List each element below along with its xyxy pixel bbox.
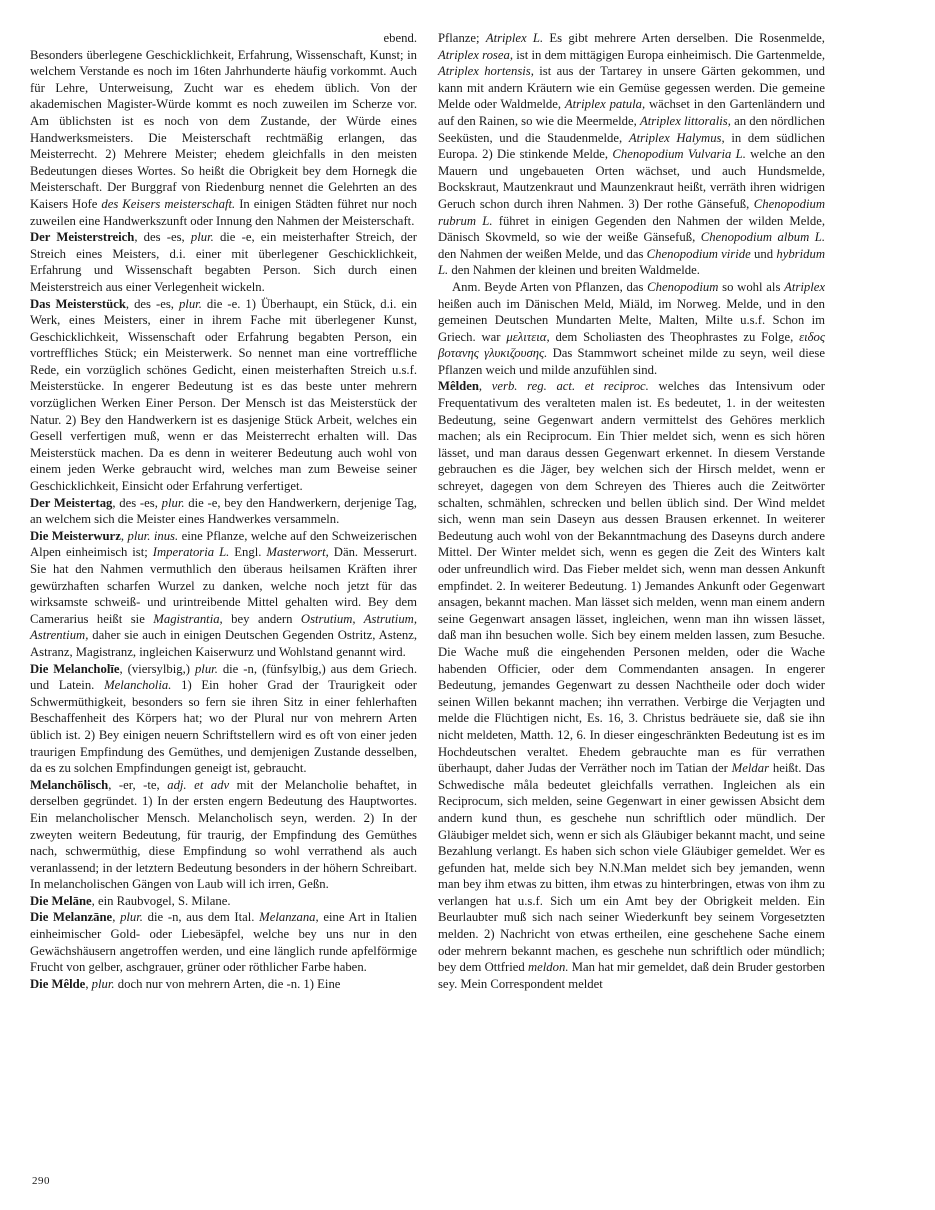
right-column — [438, 30, 825, 992]
page-number: 290 — [32, 1175, 50, 1187]
entry-meisterstueck: Das Meisterstück, des -es, plur. die -e. 1) Überhaupt, ein Stück, d.i. ein Werk, eines Meisters, einer in ihrem Fache mit überlegener Kunst, Geschicklichkeit, Wissenschaft oder Erfahrung begabten Person, ein vortreffliches Stück; ein Meisterwerk. So nennet man eine vortreffliche Rede, ein vorzüglich schönes Gedicht, einen meisterhaften Streich u.s.f. Meisterstücke. In engerer Bedeutung ist es das beste unter mehrern vorzüglichen Werken Einer Person. Der Mensch ist das Meisterstück der Natur. 2) Bey den Handwerkern ist es dasjenige Stück Arbeit, welches ein Gesell verfertigen muß, wenn er das Meisterrecht erhalten will. Das Meisterstück machen. Da es denn in weiterer Bedeutung auch wohl von einem jeden Werke gebraucht wird, welches man zum Beweise seiner Geschicklichkeit, Einsicht oder Erfahrung verfertiget. — [30, 296, 417, 494]
entry-melde: Die Mêlde, plur. doch nur von mehrern Arten, die -n. 1) Eine — [30, 976, 341, 991]
meisterschaft-continuation: Besonders überlegene Geschicklichkeit, Erfahrung, Wissenschaft, Kunst; in welchem Verstande es noch im 16ten Jahrhunderte häufig vorkommt. Auch für Lehre, Unterweisung, Zucht war es ehedem üblich. Von der akademischen Magister-Würde kommt es noch zuweilen im Scherze vor. Am üblichsten ist es noch von dem Zustande, der Würde eines Handwerksmeisters. Die Meisterschaft rechtmäßig erlangen, das Meisterrecht. 2) Mehrere Meister; ehedem gleichfalls in den meisten Bedeutungen dieses Wortes. So heißt die Obrigkeit bey dem Hornegk die Meisterschaft. Der Burggraf von Riedenburg nennet die Gelehrten an des Kaisers Hofe des Keisers meisterschaft. In einigen Städten führet nur noch zuweilen eine Handwerkszunft oder Innung den Nahmen der Meisterschaft. — [30, 47, 417, 228]
entry-melane: Die Melāne, ein Raubvogel, S. Milane. — [30, 893, 231, 908]
headword: Die Melancholīe — [30, 661, 120, 676]
headword: Das Meisterstück — [30, 296, 126, 311]
headword: Die Mêlde — [30, 976, 86, 991]
entry-melancholie: Die Melancholīe, (viersylbig,) plur. die -n, (fünfsylbig,) aus dem Griech. und Latein. Melancholia. 1) Ein hoher Grad der Traurigkeit oder Schwermüthigkeit, besonders so fern sie ihren Sitz in einer fehlerhaften Beschaffenheit des Körpers hat; wo der Plural nur von mehrern Arten üblich ist. 2) Bey einigen neuern Schriftstellern wird es oft von einer jeden traurigen Empfindung des Gemüthes, und demjenigen Zustande desselben, da es zu solchen Empfindungen geneigt ist, gebraucht. — [30, 661, 417, 776]
entry-melden: Mêlden, verb. reg. act. et reciproc. welches das Intensivum oder Frequentativum des veralteten malen ist. Es bedeutet, 1. in der weitesten Bedeutung, seine Gegenwart andern vermittelst des Gehöres merklich machen; als ein Reciprocum. Ein Thier meldet sich, wenn es sich hören lässet, und man daraus dessen Gegenwart erkennet. In diesem Verstande gebrauchen es die Jäger, bey welchen sich der Hirsch meldet, wenn er schreyet, dagegen von dem Schreyen des Thieres auch die Zeitwörter schalten, schmählen, schrecken und bellen üblich sind. Der Wind meldet sich, wenn man sein Daseyn aus dessen Brausen erkennet. In weiterer Bedeutung auch wohl von der Bekanntmachung des Daseyns durch andere Mittel. Der Winter meldet sich, wenn es gegen die Zeit des Winters kalt oder unfreundlich wird. Das Fieber meldet sich, wenn man dessen Ankunft empfindet. 2. In weiterer Bedeutung. 1) Jemandes Ankunft oder Gegenwart ansagen, bekannt machen. Man lässet sich melden, wenn man einem andern seine Gegenwart ansagen lässet, ingleichen, wenn man ihn wissen lässet, daß man ihn besuchen wolle. Sich bey einem melden lassen, zum Besuche. Die Wache muß die eingehenden Personen melden, oder die Wache habenden Officier, oder dem Commendanten ansagen. In engerer Bedeutung, jemandes Gegenwart zu dessen Nachtheile oder doch wider seinen Willen bekannt machen; ihn verrathen. Verbirge die Verjagten und melde die Flüchtigen nicht, Es. 16, 3. Christus bedräuete sie, daß sie ihn nicht meldeten, Matth. 12, 6. In dieser eingeschränkten Bedeutung ist es im Hochdeutschen veraltet. Ehedem gebrauchte man es für verrathen überhaupt, daher Judas der Verräther noch im Tatian der Meldar heißt. Das Schwedische måla bedeutet gleichfalls verrathen. Ingleichen als ein Reciprocum, sich melden, seine Gegenwart in einer gewissen Absicht dem andern kund thun, es geschehe nun schriftlich oder mündlich. Der Gläubiger meldet sich, wenn er sich als Gläubiger bekannt macht, und seine Bezahlung verlangt. Es haben sich schon viele Gläubiger gemeldet. Wer es gefunden hat, melde sich bey N.N.Man meldet sich bey jemanden, wenn man bey ihm etwas zu bitten, ihm etwas zu hinterbringen, etwas von ihm zu verlangen hat u.s.f. Sich um ein Amt bey der Obrigkeit melden. Ein Beurlaubter muß sich nach seiner Wiederkunft bey seinem Vorgesetzten melden. 2) Nachricht von etwas ertheilen, eine geschehene Sache einem oder mehrern bekannt machen, es geschehe nun schriftlich oder mündlich; bey dem Ottfried meldon. Man hat mir gemeldet, daß dein Bruder gestorben sey. Mein Correspondent meldet — [438, 379, 825, 991]
entry-melancholisch: Melanchōlisch, -er, -te, adj. et adv mit der Melancholie behaftet, in derselben gegründet. 1) In der ersten engern Bedeutung des Hauptwortes. Ein melancholischer Mensch. Melancholisch seyn, werden. 2) In der zweyten weitern Bedeutung, für traurig, der Empfindung des Gemüthes nach, schwermüthig, diese Empfindung so wohl verrathend als auch veranlassend; in der letztern Bedeutung besonders in der höhern Schreibart. In melancholischen Gängen von Laub will ich irren, Geßn. — [30, 777, 417, 892]
annotation-melde: Anm. Beyde Arten von Pflanzen, das Chenopodium so wohl als Atriplex heißen auch im Dänischen Meld, Miäld, im Norweg. Melde, und in den gemeinen Deutschen Mundarten Melte, Malten, Milte u.s.f. Schon im Griech. war μελιτεια, dem Scholiasten des Theophrastes zu Folge, ειδος βοτανης γλυκιζουσης. Das Stammwort scheinet milde zu seyn, weil diese Pflanzen weich und milde anzufühlen sind. — [438, 279, 826, 377]
entry-meistertag: Der Meistertag, des -es, plur. die -e, bey den Handwerkern, derjenige Tag, an welchem sich die Meister eines Handwerkes versammeln. — [30, 495, 417, 527]
continuation-end: ebend. — [383, 31, 417, 45]
headword: Die Meisterwurz — [30, 528, 121, 543]
headword: Melanchōlisch — [30, 777, 109, 792]
headword: Der Meisterstreich — [30, 230, 135, 245]
entry-melanzane: Die Melanzāne, plur. die -n, aus dem Ital. Melanzana, eine Art in Italien einheimischer Gold- oder Liebesäpfel, welche bey uns nur in den Gewächshäusern angetroffen werden, und eine länglich runde apfelförmige Frucht von gelber, aschgrauer, grüner oder röthlicher Farbe haben. — [30, 910, 418, 975]
entry-melde-continuation: Pflanze; Atriplex L. Es gibt mehrere Arten derselben. Die Rosenmelde, Atriplex rosea, ist in dem mittägigen Europa einheimisch. Die Gartenmelde, Atriplex hortensis, ist aus der Tartarey in unsere Gärten gekommen, und kann mit andern Kräutern wie ein Gemüse gegessen werden. Die gemeine Melde oder Waldmelde, Atriplex patula, wächset in den Gartenländern und auf den Rainen, so wie die Meermelde, Atriplex littoralis, an den nördlichen Seeküsten, und die Staudenmelde, Atriplex Halymus, in dem südlichen Europa. 2) Die stinkende Melde, Chenopodium Vulvaria L. welche an den Mauern und ungebaueten Orten wächset, und auch Hundsmelde, Bockskraut, Mautzenkraut und Maunzenkraut heißt, verräth ihren widrigen Geruch schon durch ihren Nahmen. 3) Der rothe Gänsefuß, Chenopodium rubrum L. führet in einigen Gegenden den Nahmen der wilden Melde, Dänisch Skovmeld, so wie der weiße Gänsefuß, Chenopodium album L. den Nahmen der weißen Melde, und das Chenopodium viride und hybridum L. den Nahmen der kleinen und breiten Waldmelde. — [438, 31, 826, 278]
left-column — [30, 30, 417, 992]
headword: Die Melanzāne — [30, 910, 113, 925]
entry-meisterstreich: Der Meisterstreich, des -es, plur. die -e, ein meisterhafter Streich, der Streich eines Meisters, d.i. einer mit überlegener Geschicklichkeit, Erfahrung und Wissenschaft begabten Person. Sich durch einen Meisterstreich aus einer Verlegenheit wickeln. — [30, 230, 417, 294]
headword: Mêlden — [438, 379, 479, 394]
headword: Der Meistertag — [30, 495, 113, 510]
headword: Die Melāne — [30, 893, 92, 908]
entry-meisterwurz: Die Meisterwurz, plur. inus. eine Pflanze, welche auf den Schweizerischen Alpen einheimisch ist; Imperatoria L. Engl. Masterwort, Dän. Messerurt. Sie hat den Nahmen vermuthlich den überaus heilsamen Kräften ihrer gewürzhaften scharfen Wurzel zu danken, welche noch jetzt für das wirksamste schweiß- und urintreibende Mittel gehalten wird. Bey dem Camerarius heißt sie Magistrantia, bey andern Ostrutium, Astrutium, Astrentium, daher sie auch in einigen Deutschen Gegenden Ostritz, Astenz, Astranz, Magistranz, ingleichen Kaiserwurz und Wohlstand genannt wird. — [30, 528, 417, 659]
